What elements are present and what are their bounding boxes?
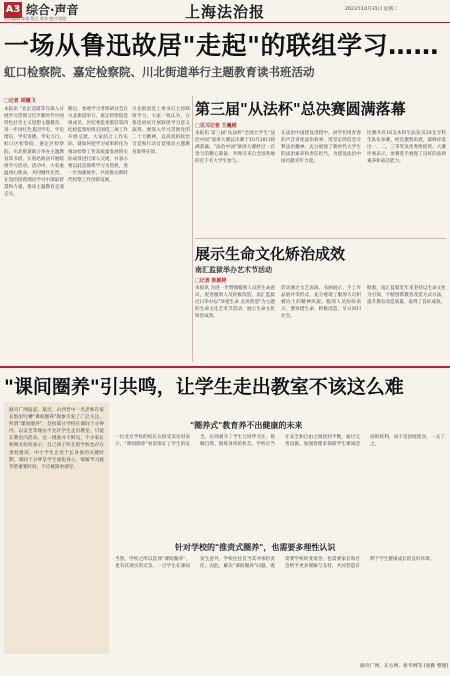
article2-column-1: 本报讯 第三届"从法杯"全国大学生"法治中国"演讲大赛总决赛于10月28日圆满落幕。"法治中国"演讲大赛经过一百余天的精心筹备，共吸引来自全国各地的近千名大学生参与。: [195, 131, 275, 165]
article3-title: 展示生命文化矫治成效: [195, 245, 346, 263]
article3-column-3: 据悉，南汇监狱近年来坚持以生命文化为引领，不断创新教育改造方式方法，提升教育改造质量，取得了良好成效。: [367, 286, 446, 306]
article3-byline: □记者 陈颖婷: [195, 278, 227, 284]
section-title: 综合·声音: [26, 3, 79, 17]
article2-column-3: 比赛共有16支本科生队伍及20支专科生队伍参赛，经过激烈角逐，最终评选出一、二、三等奖及优秀组织奖。大赛评委表示，参赛选手展现了良好的法律素养和表达能力。: [367, 131, 446, 165]
article4-subheading-1: "圈养式"教育养不出健康的未来: [190, 421, 303, 430]
sidebar-text: 据央广网报道，最近，山西晋中一名老师在家长群里吐槽"课间圈养"现象引发了广泛关注。所谓"课间圈养"，是指部分学校在课间十分钟内，以安全等理由不允许学生走出教室，只能在教室内活动。这一现象并不鲜见，不少家长和网友纷纷表示，自己孩子所在的学校也存在类似情况。中小学生正处于长身体的关键时期，课间十分钟是学生放松身心、缓解学习疲劳的重要时间，不应被简单剥夺。: [9, 408, 104, 470]
section-number: A3: [4, 2, 22, 18]
article3-column-2: 活动通过文艺表演、书画展示、手工作品展评等形式，充分展现了服刑人员积极向上的精神风貌。服刑人员纷纷表示，要珍惜生命，积极改造，早日回归社会。: [281, 286, 361, 320]
issue-date: 2023年10月31日 星期二: [345, 7, 398, 12]
article4-section-1-text: 一位北京学校的校长在接受采访时表示，"课间圈养"看似保证了学生的安全，实则剥夺了学生与同伴交往、接触自然、锻炼身体的机会。学校应当在安全和自由之间找到平衡，通过完善设施、加强管理来保障学生课间活动的权利，而不是因噎废食，一关了之。: [115, 435, 445, 448]
article3-subtitle: 南汇监狱举办艺术节活动: [195, 266, 272, 274]
article4-subheading-2: 针对学校的"推责式圈养"，也需要多理性认识: [175, 543, 336, 552]
article4-section-2-text: 当然，学校之所以选择"课间圈养"，也有其现实的无奈。一旦学生在课间发生意外，学校往往首当其冲承担责任。因此，解决"课间圈养"问题，既需要学校转变观念，也需要家长和社会给予更多理解与支持，共同营造有利于学生健康成长的良好环境。: [115, 557, 435, 570]
article4-title: "课间圈养"引共鸣，让学生走出教室不该这么难: [4, 376, 404, 398]
article1-byline: □记者 胡曦飞: [4, 98, 36, 104]
article1-subtitle: 虹口检察院、嘉定检察院、川北街道举行主题教育读书班活动: [4, 65, 315, 79]
newspaper-logo: 上海法治报: [185, 3, 266, 21]
article1-column-1: 本报讯 "北京话剧等在深入开展学习贯彻习近平新时代中国特色社会主义思想主题教育，进一步用红色基因学史、学史增信，学史崇德、学史力行，虹口区检察院、嘉定区检察院、川北街道联合举办主题教育读书班，在鲁迅故居开展联组学习活动。活动中，大家重温初心使命，共同缅怀先烈，在党的创新理论学习中汲取智慧和力量，推动主题教育走深走实。: [4, 107, 64, 198]
column-divider: [192, 96, 193, 362]
article1-title: 一场从鲁迅故居"走起"的联组学习……: [4, 31, 440, 60]
article2-column-2: 在法治中国建设进程中，同学们用青春的声音讲述法治故事，用坚定的信念诠释法治精神，充分展现了新时代大学生的法治素养和责任担当，为建设法治中国贡献青年力量。: [281, 131, 361, 165]
section-separator: [0, 366, 450, 368]
article1-column-3: 川北街道党工委书记主持联组学习。大家一致认为，在鲁迅故居开展联组学习意义深刻，要深入学习贯彻党的二十大精神，以高度的政治自觉和行动自觉推动主题教育取得实效。: [132, 107, 190, 155]
article2-byline: □见习记者 王巍越: [195, 123, 237, 129]
article2-title: 第三届"从法杯"总决赛圆满落幕: [195, 100, 406, 118]
editors-line: 责任编辑 陈娟 版式 黄涛 校对 阳阳: [4, 16, 67, 21]
article4-credit: 据央广网、东方网、新华网等 (张勤 整理): [360, 664, 449, 669]
article-divider: [195, 238, 446, 239]
article3-column-1: 本报讯 为进一步增强服刑人员的生命意识，促进服刑人员积极改造，南汇监狱近日举办以"珍爱生命 点亮希望"为主题的生命文化艺术节活动，展示生命文化矫治成效。: [195, 286, 275, 320]
article1-column-2: 随后，参观学习考察研讨会在川北街道举行，嘉定检察院党组成员、区纪委监委派驻第四纪检监察组组长围绕三项工作开展交流。大家结合工作实际，就如何把学习成果转化为推动检察工作高质量发展的实际成效进行深入交流，并表示要以此次联组学习为契机，进一步加强协作，共同推动新时代检察工作创新发展。: [68, 107, 128, 183]
sidebar-box: [4, 402, 109, 654]
